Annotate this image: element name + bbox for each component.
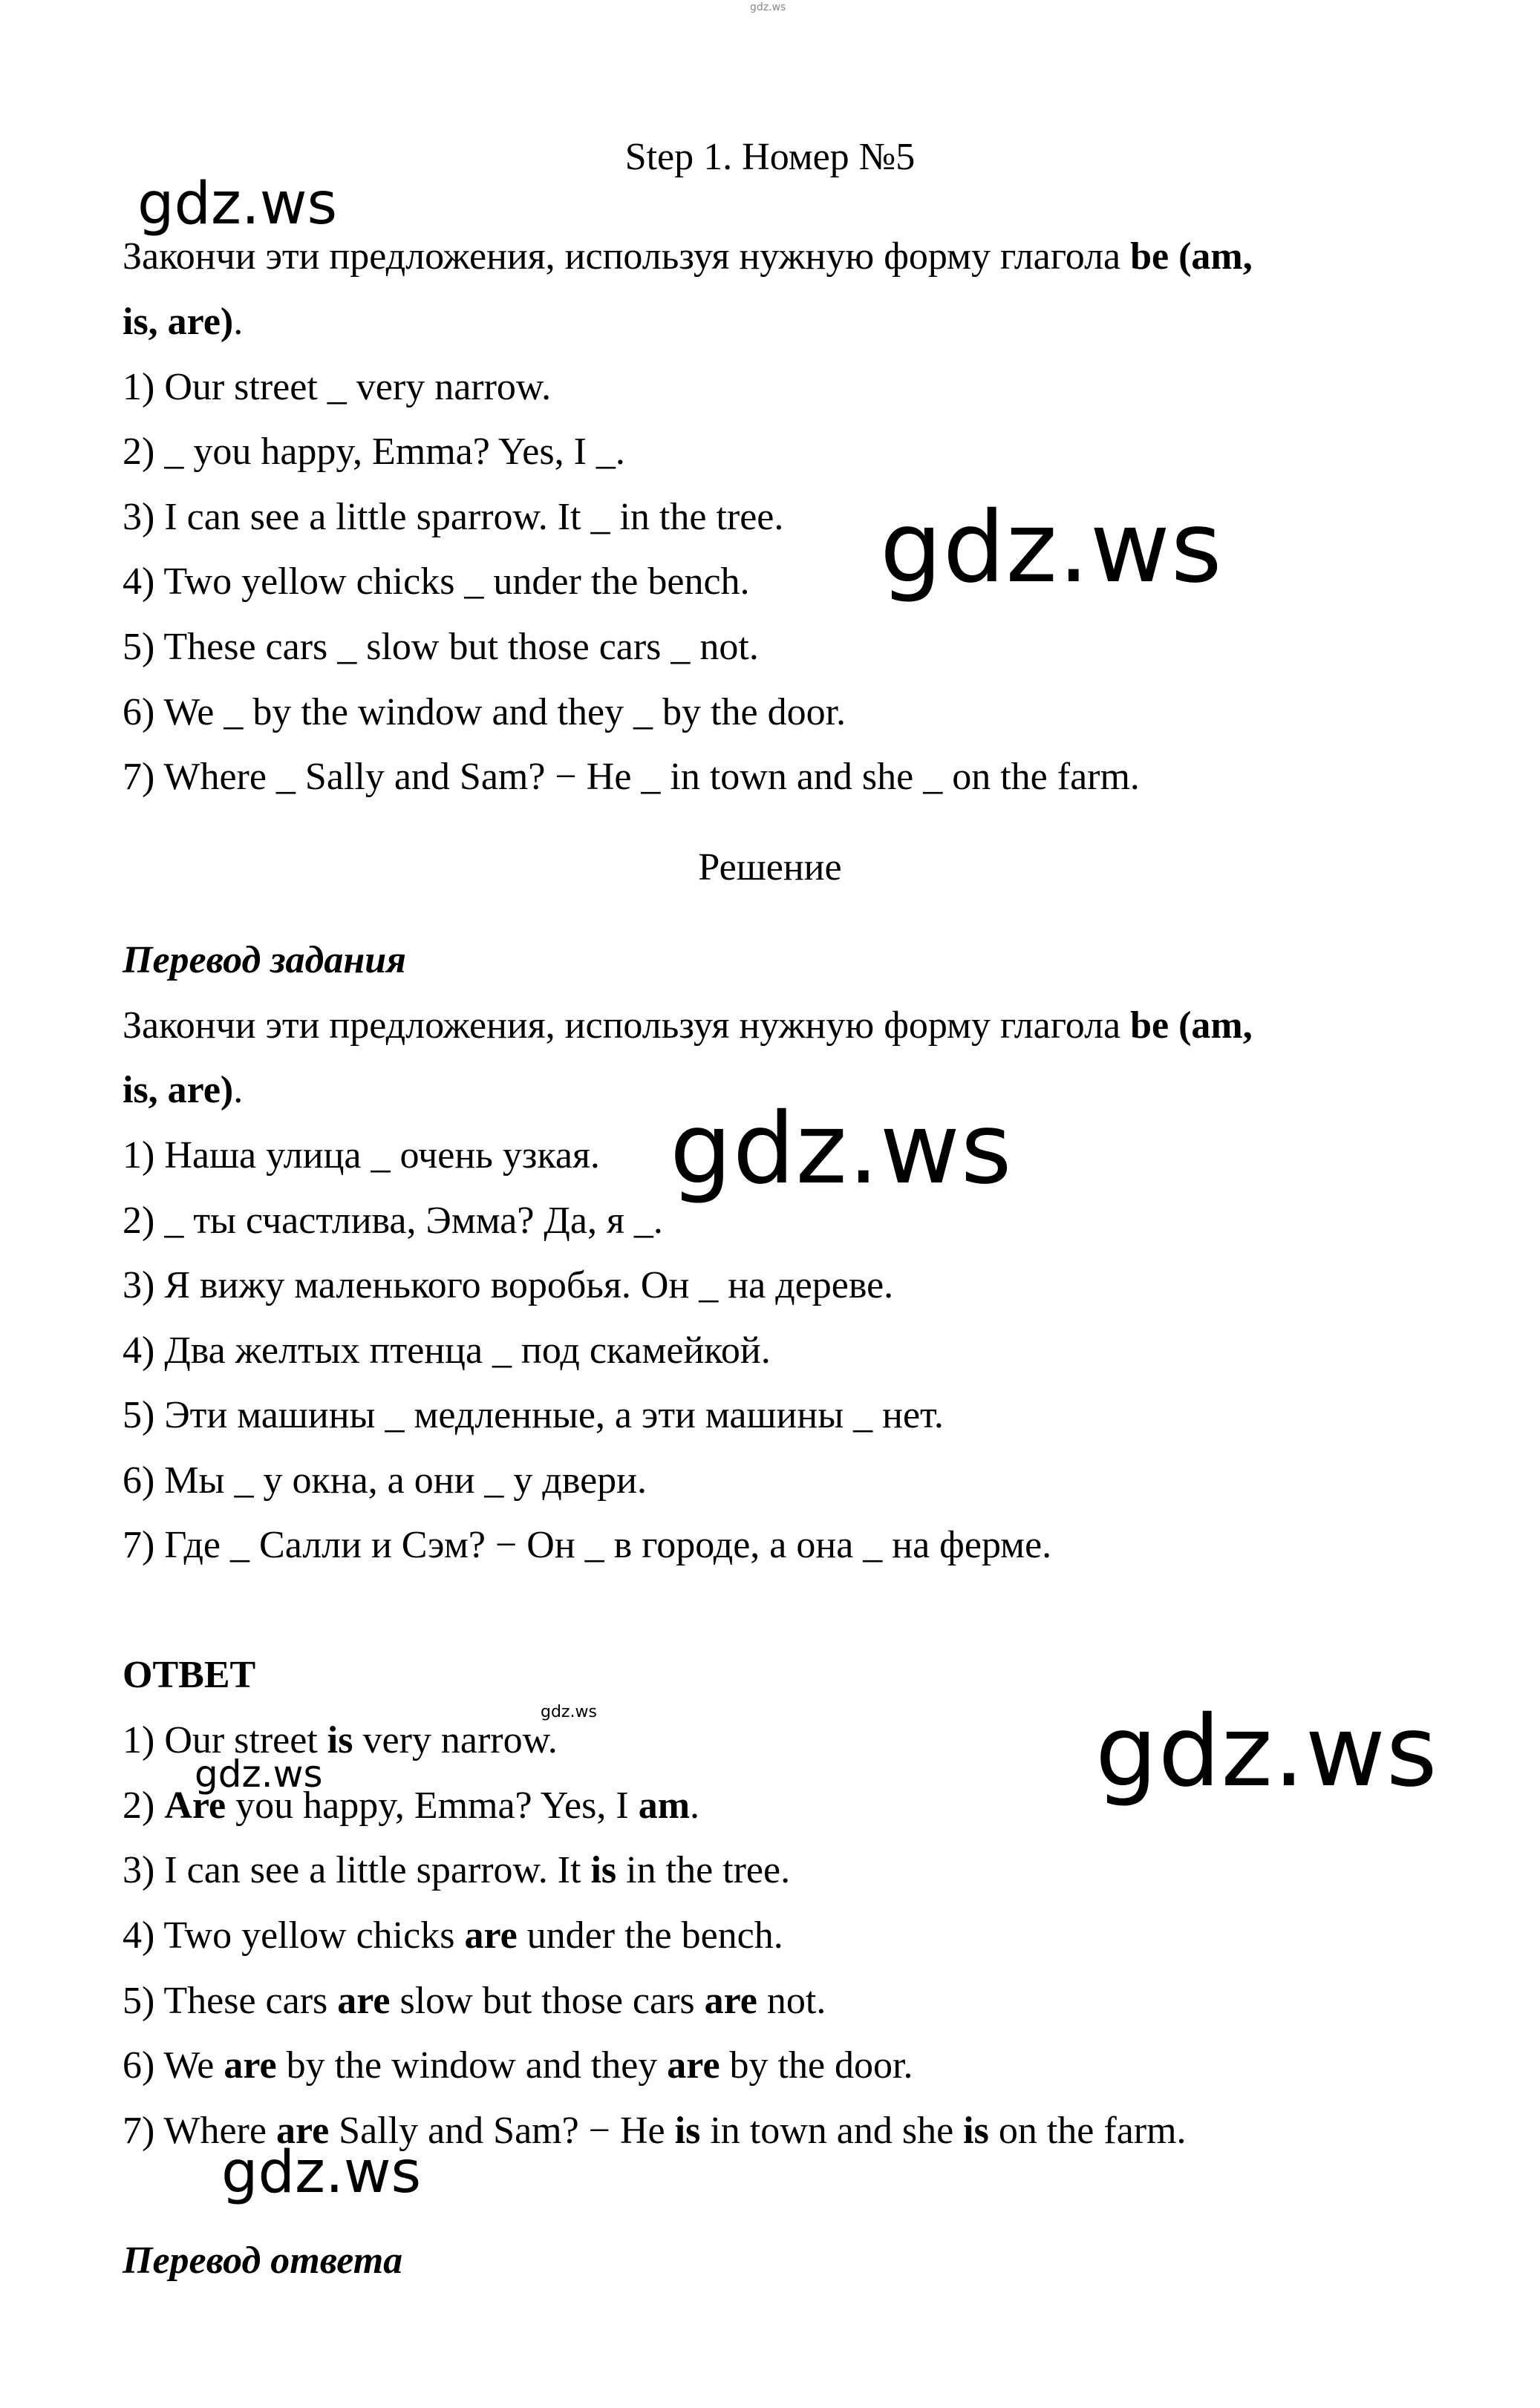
answer-heading: ОТВЕТ xyxy=(123,1654,256,1696)
watermark-micro: gdz.ws xyxy=(750,1,786,13)
answer-text: 5) These cars xyxy=(123,1980,338,2022)
watermark-5: gdz.ws xyxy=(1095,1695,1438,1809)
answer-text: by the window and they xyxy=(276,2044,668,2087)
translation-heading: Перевод задания xyxy=(123,939,406,981)
answer-text: you happy, Emma? Yes, I xyxy=(226,1784,639,1827)
answer-translation-heading: Перевод ответа xyxy=(123,2239,403,2282)
answer-verb: are xyxy=(464,1914,518,1957)
translation-item-2: 2) _ ты счастлива, Эмма? Да, я _. xyxy=(123,1200,663,1242)
watermark-2: gdz.ws xyxy=(880,491,1223,605)
answer-item-4 xyxy=(123,1912,783,1960)
translation-instruction-text: Закончи эти предложения, используя нужную форму глагола xyxy=(123,1004,1131,1047)
answer-text: by the door. xyxy=(720,2044,913,2087)
task-instruction-line2 xyxy=(123,298,243,346)
watermark-3: gdz.ws xyxy=(670,1092,1013,1206)
translation-item-4: 4) Два желтых птенца _ под скамейкой. xyxy=(123,1329,771,1372)
answer-item-6 xyxy=(123,2042,913,2090)
translation-instruction-line2 xyxy=(123,1067,243,1114)
answer-text: Sally and Sam? − He xyxy=(329,2110,675,2152)
task-item-4: 4) Two yellow chicks _ under the bench. xyxy=(123,560,750,603)
answer-text: in the tree. xyxy=(616,1849,791,1891)
answer-verb: are xyxy=(337,1980,391,2022)
answer-text: under the bench. xyxy=(517,1914,783,1957)
answer-text: in town and she xyxy=(700,2110,964,2152)
translation-item-6: 6) Мы _ у окна, а они _ у двери. xyxy=(123,1459,647,1502)
answer-verb: am xyxy=(638,1784,691,1827)
answer-text: . xyxy=(690,1784,700,1827)
task-item-1: 1) Our street _ very narrow. xyxy=(123,366,552,408)
answer-verb: are xyxy=(667,2044,720,2087)
answer-text: 2) xyxy=(123,1784,165,1827)
solution-label: Решение xyxy=(698,846,842,889)
page-title: Step 1. Номер №5 xyxy=(624,136,916,178)
task-item-3: 3) I can see a little sparrow. It _ in the tree. xyxy=(123,496,784,538)
translation-item-7: 7) Где _ Салли и Сэм? − Он _ в городе, а она _ на ферме. xyxy=(123,1524,1052,1566)
answer-text: 3) I can see a little sparrow. It xyxy=(123,1849,591,1891)
translation-item-3: 3) Я вижу маленького воробья. Он _ на дереве. xyxy=(123,1264,894,1306)
answer-item-1 xyxy=(123,1717,558,1764)
answer-text: 6) We xyxy=(123,2044,224,2087)
task-instruction-bold2: is, are) xyxy=(123,301,234,343)
translation-instruction-bold2: is, are) xyxy=(123,1069,234,1111)
task-item-6: 6) We _ by the window and they _ by the door. xyxy=(123,691,846,733)
answer-text: 7) Where xyxy=(123,2110,276,2152)
answer-verb: are xyxy=(275,2110,330,2152)
answer-verb: is xyxy=(674,2110,701,2152)
task-item-2: 2) _ you happy, Emma? Yes, I _. xyxy=(123,431,625,473)
watermark-1: gdz.ws xyxy=(137,171,338,238)
answer-text: on the farm. xyxy=(988,2110,1187,2152)
answer-text: not. xyxy=(757,1980,826,2022)
answer-verb: Are xyxy=(164,1784,226,1827)
task-item-5: 5) These cars _ slow but those cars _ not. xyxy=(123,626,759,668)
answer-text: very narrow. xyxy=(353,1719,558,1761)
task-instruction-end: . xyxy=(233,301,244,343)
answer-verb: are xyxy=(224,2044,277,2087)
task-instruction-text: Закончи эти предложения, используя нужную форму глагола xyxy=(123,235,1131,278)
watermark-4: gdz.ws xyxy=(541,1703,597,1721)
task-instruction-bold1: be (am, xyxy=(1130,235,1253,278)
watermark-6: gdz.ws xyxy=(195,1753,323,1796)
translation-item-5: 5) Эти машины _ медленные, а эти машины _ нет. xyxy=(123,1394,944,1436)
answer-item-3 xyxy=(123,1847,790,1894)
translation-instruction-end: . xyxy=(233,1069,244,1111)
answer-verb: is xyxy=(963,2110,989,2152)
answer-verb: are xyxy=(704,1980,757,2022)
answer-text: slow but those cars xyxy=(390,1980,705,2022)
task-instruction-line1 xyxy=(123,233,1253,281)
translation-item-1: 1) Наша улица _ очень узкая. xyxy=(123,1134,600,1177)
answer-item-5 xyxy=(123,1977,826,2025)
translation-instruction-bold1: be (am, xyxy=(1130,1004,1253,1047)
answer-text: 1) Our street xyxy=(123,1719,327,1761)
answer-verb: is xyxy=(590,1849,617,1891)
task-item-7: 7) Where _ Sally and Sam? − He _ in town and she _ on the farm. xyxy=(123,756,1140,798)
answer-verb: is xyxy=(327,1719,353,1761)
answer-text: 4) Two yellow chicks xyxy=(123,1914,465,1957)
translation-instruction-line1 xyxy=(123,1002,1253,1050)
watermark-7: gdz.ws xyxy=(221,2139,422,2206)
